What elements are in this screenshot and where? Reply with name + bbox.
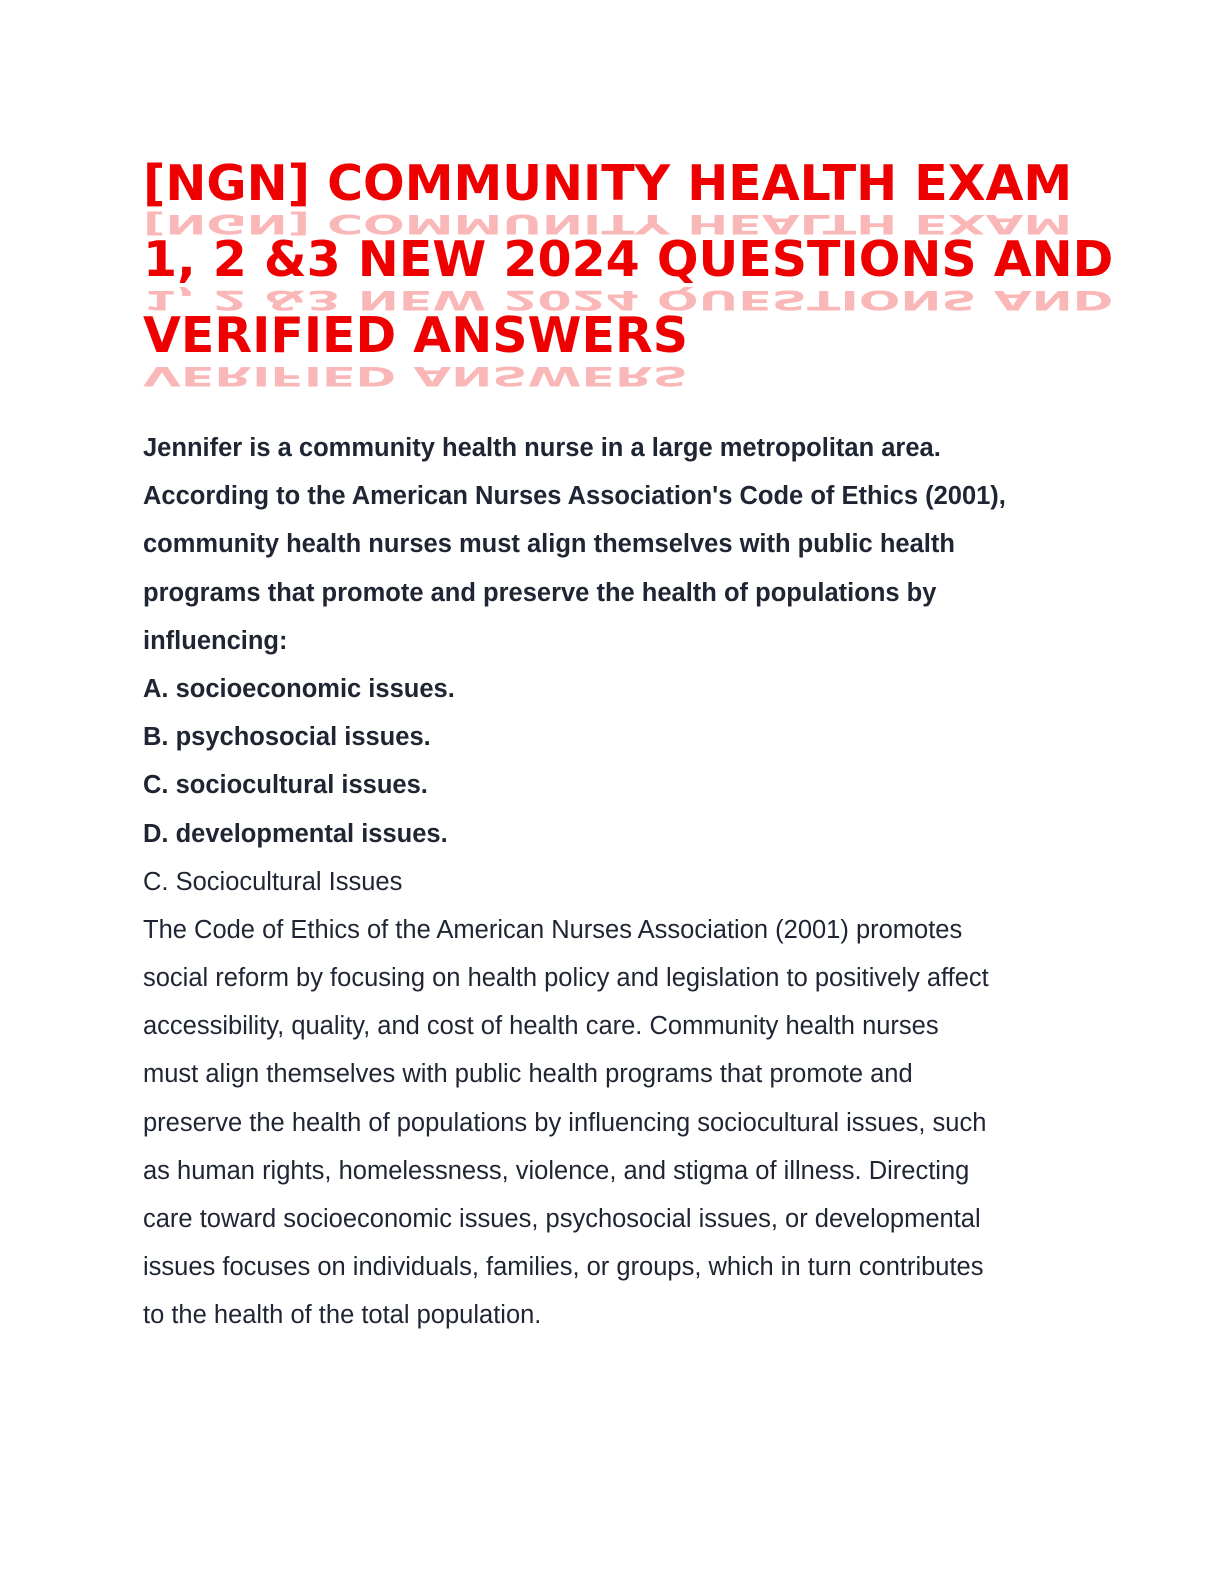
- question-block: [143, 424, 1083, 1340]
- option-b: B. psychosocial issues.: [143, 723, 431, 752]
- question-stem-line: influencing:: [143, 626, 288, 655]
- document-title: [143, 146, 1114, 392]
- rationale-line: The Code of Ethics of the American Nurses Association (2001) promotes: [143, 915, 963, 944]
- rationale-line: preserve the health of populations by influencing sociocultural issues, such: [143, 1108, 987, 1137]
- question-stem-line: Jennifer is a community health nurse in a large metropolitan area.: [143, 434, 941, 462]
- option-d: D. developmental issues.: [143, 819, 448, 848]
- answer-block: [143, 858, 1083, 1340]
- question-stem-line: programs that promote and preserve the health of populations by: [143, 578, 937, 607]
- rationale-line: care toward socioeconomic issues, psychosocial issues, or developmental: [143, 1205, 981, 1233]
- question-stem-line: community health nurses must align themselves with public health: [143, 530, 955, 559]
- title-line: VERIFIED ANSWERS VERIFIED ANSWERS: [143, 298, 1103, 374]
- answer-choice: C. Sociocultural Issues: [143, 867, 403, 896]
- option-c: C. sociocultural issues.: [143, 771, 428, 800]
- rationale-line: as human rights, homelessness, violence, and stigma of illness. Directing: [143, 1156, 970, 1185]
- rationale-line: issues focuses on individuals, families, or groups, which in turn contributes: [143, 1253, 984, 1282]
- rationale-line: accessibility, quality, and cost of health care. Community health nurses: [143, 1012, 939, 1041]
- title-reflection: 1, 2 &3 NEW 2024 QUESTIONS AND: [143, 284, 1114, 316]
- rationale-line: must align themselves with public health programs that promote and: [143, 1060, 913, 1089]
- title-line: [NGN] COMMUNITY HEALTH EXAM [NGN] COMMUNITY HEALTH EXAM: [143, 146, 1103, 222]
- title-reflection: [NGN] COMMUNITY HEALTH EXAM: [143, 208, 1073, 240]
- rationale-line: social reform by focusing on health policy and legislation to positively affect: [143, 964, 989, 993]
- option-a: A. socioeconomic issues.: [143, 674, 455, 703]
- rationale-line: to the health of the total population.: [143, 1301, 542, 1330]
- title-line: 1, 2 &3 NEW 2024 QUESTIONS AND 1, 2 &3 NEW 2024 QUESTIONS AND: [143, 222, 1103, 298]
- question-stem-line: According to the American Nurses Association's Code of Ethics (2001),: [143, 482, 1006, 511]
- title-reflection: VERIFIED ANSWERS: [143, 360, 689, 392]
